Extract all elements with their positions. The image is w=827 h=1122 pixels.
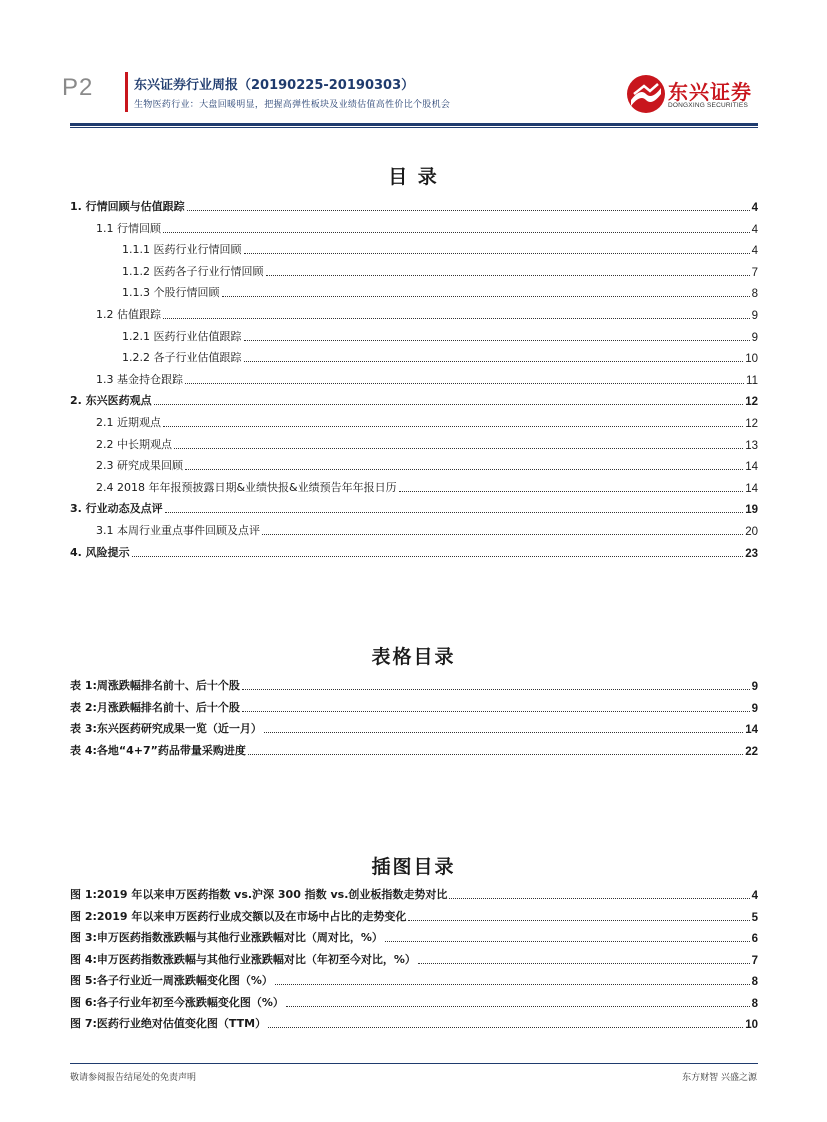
toc-entry-page: 12 — [745, 418, 758, 430]
toc-entry-label: 图 7:医药行业绝对估值变化图（TTM） — [70, 1017, 267, 1030]
toc-entry-label: 1.1 行情回顾 — [96, 221, 161, 235]
toc-entry[interactable] — [70, 436, 758, 452]
toc-entry[interactable] — [70, 198, 758, 214]
logo-chinese-name: 东兴证券 — [668, 80, 752, 104]
toc-entry-page: 13 — [745, 439, 758, 452]
toc-entry[interactable] — [70, 677, 758, 693]
toc-entry-label: 2. 东兴医药观点 — [70, 394, 152, 408]
toc-leader-dots — [268, 1027, 743, 1028]
toc-entry-label: 1.3 基金持仓跟踪 — [96, 372, 183, 386]
toc-leader-dots — [449, 898, 749, 899]
toc-leader-dots — [275, 984, 750, 985]
toc-entry-page: 9 — [751, 310, 758, 322]
toc-entry-page: 19 — [745, 504, 758, 517]
toc-entry[interactable] — [70, 371, 758, 387]
footer-disclaimer: 敬请参阅报告结尾处的免责声明 — [70, 1073, 197, 1083]
toc-entry-page: 8 — [751, 288, 758, 301]
toc-entry-page: 10 — [745, 353, 758, 366]
toc-entry-page: 6 — [751, 933, 758, 945]
toc-entry-page: 23 — [745, 547, 758, 560]
toc-leader-dots — [185, 383, 744, 384]
figures-toc-heading: 插图目录 — [371, 856, 456, 878]
toc-entry-label: 1.1.2 医药各子行业行情回顾 — [122, 264, 264, 278]
toc-entry[interactable] — [70, 500, 758, 516]
toc-entry-page: 9 — [751, 702, 758, 715]
toc-entry-label: 1.1.1 医药行业行情回顾 — [122, 243, 242, 257]
toc-leader-dots — [163, 232, 750, 233]
toc-leader-dots — [385, 941, 750, 942]
toc-leader-dots — [163, 318, 750, 319]
toc-entry[interactable] — [70, 414, 758, 430]
toc-entry-label: 1. 行情回顾与估值跟踪 — [70, 200, 185, 213]
logo-english-name: DONGXING SECURITIES — [668, 102, 749, 109]
toc-entry[interactable] — [70, 720, 758, 736]
toc-entry-page: 9 — [751, 331, 758, 344]
toc-entry-label: 图 3:申万医药指数涨跌幅与其他行业涨跌幅对比（周对比，%） — [70, 931, 383, 944]
toc-entry-label: 1.2.2 各子行业估值跟踪 — [122, 351, 242, 365]
toc-entry[interactable] — [70, 263, 758, 279]
toc-leader-dots — [187, 210, 750, 211]
toc-leader-dots — [266, 275, 750, 276]
toc-leader-dots — [399, 491, 744, 492]
toc-entry-page: 5 — [751, 911, 758, 924]
toc-leader-dots — [244, 253, 750, 254]
toc-entry[interactable] — [70, 994, 758, 1010]
toc-entry[interactable] — [70, 392, 758, 408]
toc-entry-page: 4 — [751, 245, 758, 258]
toc-entry-label: 图 2:2019 年以来申万医药行业成交额以及在市场中占比的走势变化 — [70, 909, 407, 923]
toc-entry[interactable] — [70, 886, 758, 902]
page-number: P2 — [62, 74, 94, 101]
toc-entry[interactable] — [70, 479, 758, 495]
toc-entry-label: 3.1 本周行业重点事件回顾及点评 — [96, 524, 260, 537]
toc-entry[interactable] — [70, 544, 758, 560]
toc-entry-label: 2.3 研究成果回顾 — [96, 459, 183, 473]
header-rule-thin — [70, 127, 758, 128]
toc-entry[interactable] — [70, 1015, 758, 1031]
toc-entry-page: 14 — [745, 461, 758, 474]
toc-entry-page: 12 — [745, 396, 758, 409]
toc-entry-label: 表 2:月涨跌幅排名前十、后十个股 — [70, 700, 240, 714]
toc-entry[interactable] — [70, 929, 758, 945]
toc-entry[interactable] — [70, 284, 758, 300]
toc-leader-dots — [242, 689, 750, 690]
toc-entry-page: 7 — [751, 954, 758, 967]
toc-entry-label: 3. 行业动态及点评 — [70, 502, 163, 516]
toc-leader-dots — [185, 469, 743, 470]
logo-emblem-icon — [626, 74, 666, 114]
toc-leader-dots — [165, 512, 744, 513]
toc-leader-dots — [248, 754, 743, 755]
report-subtitle: 生物医药行业：大盘回暖明显，把握高弹性板块及业绩估值高性价比个股机会 — [134, 100, 451, 110]
toc-entry[interactable] — [70, 457, 758, 473]
toc-leader-dots — [163, 426, 743, 427]
toc-entry-page: 8 — [751, 997, 758, 1010]
toc-entry-label: 4. 风险提示 — [70, 545, 130, 559]
toc-entry[interactable] — [70, 328, 758, 344]
toc-entry[interactable] — [70, 742, 758, 758]
toc-entry-label: 2.2 中长期观点 — [96, 437, 172, 451]
toc-entry-label: 1.1.3 个股行情回顾 — [122, 286, 220, 300]
footer-slogan: 东方财智 兴盛之源 — [682, 1073, 757, 1083]
toc-leader-dots — [408, 920, 749, 921]
header-rule-thick — [70, 123, 758, 126]
toc-entry-page: 20 — [745, 526, 758, 538]
toc-entry-page: 11 — [746, 374, 758, 387]
report-title: 东兴证券行业周报（20190225-20190303） — [134, 78, 415, 93]
toc-leader-dots — [132, 556, 744, 557]
toc-entry-page: 8 — [751, 976, 758, 988]
toc-entry[interactable] — [70, 951, 758, 967]
footer-rule — [70, 1063, 758, 1064]
toc-entry-page: 7 — [751, 266, 758, 279]
toc-entry-label: 2.4 2018 年年报预披露日期&业绩快报&业绩预告年年报日历 — [96, 480, 397, 494]
toc-entry-label: 表 3:东兴医药研究成果一览（近一月） — [70, 722, 262, 736]
toc-entry-page: 4 — [751, 223, 758, 236]
toc-entry[interactable] — [70, 220, 758, 236]
company-logo — [626, 72, 766, 116]
toc-entry[interactable] — [70, 349, 758, 365]
toc-leader-dots — [418, 963, 750, 964]
toc-leader-dots — [286, 1006, 750, 1007]
toc-entry[interactable] — [70, 522, 758, 538]
toc-entry-label: 图 4:申万医药指数涨跌幅与其他行业涨跌幅对比（年初至今对比，%） — [70, 952, 416, 966]
toc-entry-label: 1.2.1 医药行业估值跟踪 — [122, 329, 242, 343]
header-accent-bar — [125, 72, 128, 112]
toc-entry[interactable] — [70, 908, 758, 924]
toc-entry-page: 4 — [751, 202, 758, 214]
toc-heading: 目 录 — [388, 166, 439, 188]
toc-entry-label: 图 5:各子行业近一周涨跌幅变化图（%） — [70, 974, 273, 987]
toc-entry-page: 22 — [745, 746, 758, 759]
toc-leader-dots — [222, 296, 750, 297]
toc-entry-page: 9 — [751, 681, 758, 693]
toc-entry[interactable] — [70, 306, 758, 322]
toc-entry-label: 图 1:2019 年以来申万医药指数 vs.沪深 300 指数 vs.创业板指数走势对比 — [70, 888, 448, 901]
toc-leader-dots — [262, 534, 743, 535]
toc-entry-page: 10 — [745, 1019, 758, 1031]
toc-leader-dots — [264, 732, 743, 733]
toc-entry[interactable] — [70, 241, 758, 257]
toc-entry-label: 1.2 估值跟踪 — [96, 308, 161, 321]
toc-entry-page: 4 — [751, 890, 758, 902]
toc-leader-dots — [154, 404, 744, 405]
toc-entry-label: 2.1 近期观点 — [96, 416, 161, 429]
toc-leader-dots — [244, 340, 750, 341]
toc-entry-label: 表 1:周涨跌幅排名前十、后十个股 — [70, 679, 240, 692]
toc-leader-dots — [242, 711, 750, 712]
toc-leader-dots — [244, 361, 744, 362]
toc-entry[interactable] — [70, 972, 758, 988]
tables-toc-heading: 表格目录 — [371, 646, 456, 668]
toc-entry-page: 14 — [745, 724, 758, 737]
toc-entry-label: 图 6:各子行业年初至今涨跌幅变化图（%） — [70, 995, 284, 1009]
toc-entry-page: 14 — [745, 482, 758, 495]
toc-leader-dots — [174, 448, 743, 449]
toc-entry[interactable] — [70, 699, 758, 715]
toc-entry-label: 表 4:各地“4+7”药品带量采购进度 — [70, 744, 246, 758]
